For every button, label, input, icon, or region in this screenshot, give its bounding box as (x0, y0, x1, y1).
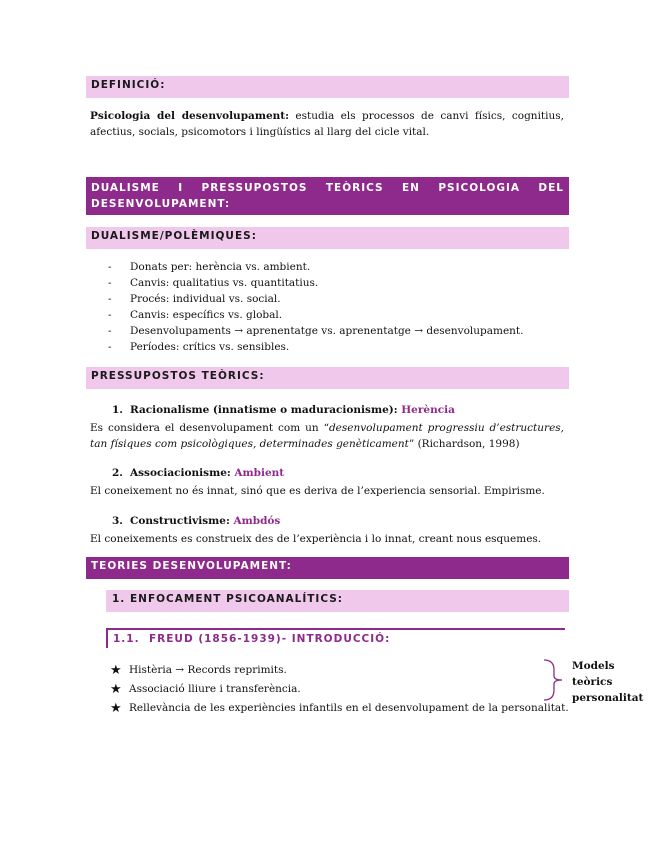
list-item: - Períodes: crítics vs. sensibles. (108, 339, 524, 355)
freud-list (110, 661, 569, 718)
definicio-term: Psicologia del desenvolupament: (90, 110, 289, 122)
tag-ambdos: Ambdós (233, 515, 281, 527)
list-item: ★ Rellevància de les experiències infantils en el desenvolupament de la personalitat. (110, 701, 569, 716)
dualisme-header-line1: DUALISME I PRESSUPOSTOS TEÒRICS EN PSICOLOGIA DEL (91, 182, 564, 194)
constructivisme-description: El coneixements es construeix des de l’experiència i lo innat, creant nous esquemes. (90, 533, 542, 545)
star-icon: ★ (110, 663, 122, 678)
pressupost-item-racionalisme: 1. Racionalisme (innatisme o maduracionisme): Herència (112, 404, 455, 416)
psicoanalitics-heading: 1. ENFOCAMENT PSICOANALÍTICS: (106, 590, 569, 612)
star-icon: ★ (110, 682, 122, 697)
pressupost-item-associacionisme: 2. Associacionisme: Ambient (112, 467, 285, 479)
tag-herencia: Herència (401, 404, 455, 416)
list-item: - Canvis: específics vs. global. (108, 307, 524, 323)
polemiques-list (108, 259, 524, 355)
definicio-text: estudia els processos de canvi físics, cognitius, afectius, socials, psicomotors i lingüístics al llarg del cicle vital. (90, 110, 564, 138)
definicio-heading: DEFINICIÓ: (86, 76, 569, 98)
list-item: - Donats per: herència vs. ambient. (108, 259, 524, 275)
associacionisme-description: El coneixement no és innat, sinó que es deriva de l’experiencia sensorial. Empirisme. (90, 485, 545, 497)
pressupost-item-constructivisme: 3. Constructivisme: Ambdós (112, 515, 281, 527)
models-teorics-label: Models teòrics personalitat (572, 660, 644, 704)
dualisme-section-header (86, 177, 569, 215)
star-icon: ★ (110, 701, 122, 716)
dualisme-header-line2: DESENVOLUPAMENT: (91, 198, 231, 210)
pressupostos-heading: PRESSUPOSTOS TEÒRICS: (86, 367, 569, 389)
curly-brace-icon (540, 658, 568, 702)
polemiques-heading: DUALISME/POLÈMIQUES: (86, 227, 569, 249)
list-item: ★ Associació lliure i transferència. (110, 682, 301, 697)
racionalisme-description: Es considera el desenvolupament com un “desenvolupament progressiu d’estructures, tan físiques com psicològiques, determinades genèticament” (Richardson, 1998) (90, 422, 565, 450)
definicio-paragraph (90, 108, 564, 140)
teories-heading: TEORIES DESENVOLUPAMENT: (86, 557, 569, 579)
list-item: ★ Histèria → Records reprimits. (110, 663, 287, 678)
freud-heading: 1.1. FREUD (1856-1939)- INTRODUCCIÓ: (106, 628, 565, 648)
list-item: - Canvis: qualitatius vs. quantitatius. (108, 275, 524, 291)
list-item: - Desenvolupaments → aprenentatge vs. aprenentatge → desenvolupament. (108, 323, 524, 339)
tag-ambient: Ambient (234, 467, 285, 479)
list-item: - Procés: individual vs. social. (108, 291, 524, 307)
